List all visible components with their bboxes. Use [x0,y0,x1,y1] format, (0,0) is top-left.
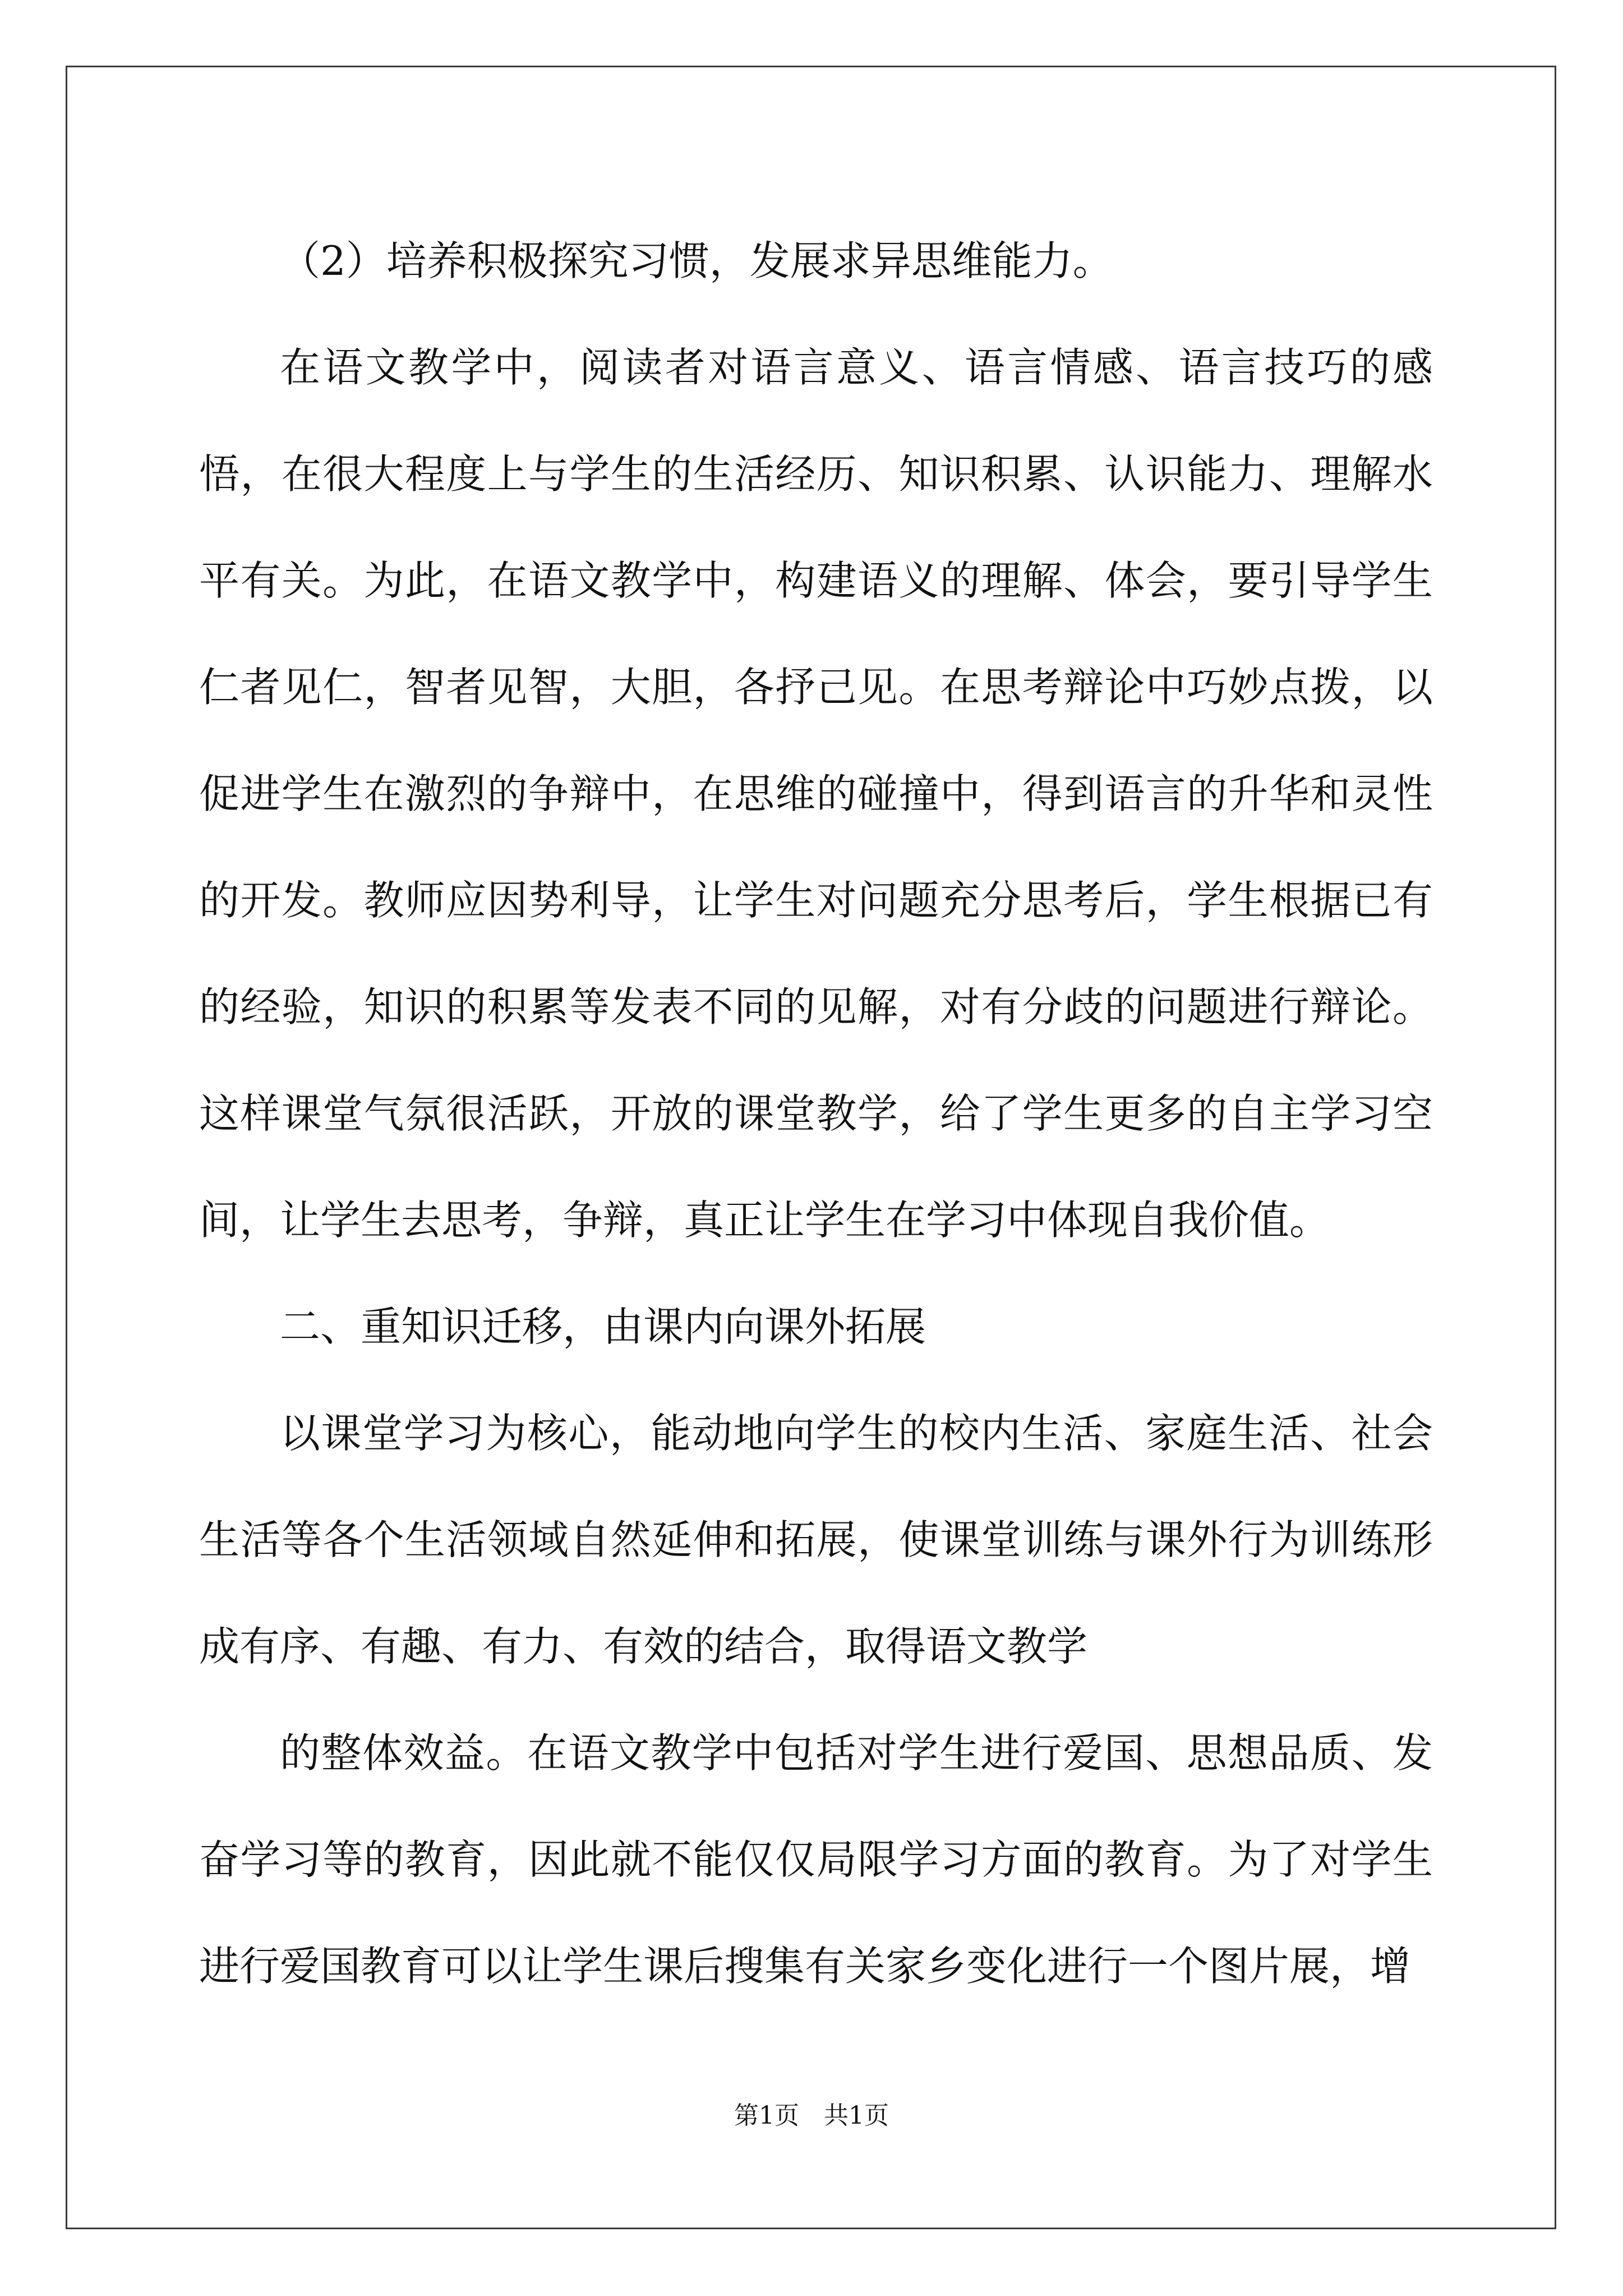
paragraph-subheading-2: （2）培养积极探究习惯，发展求异思维能力。 [280,237,1113,284]
page-number-footer: 第1页 共1页 [734,2101,889,2130]
paragraph-overall-benefit: 的整体效益。在语文教学中包括对学生进行爱国、思想品质、发奋学习等的教育，因此就不能仅仅局限学习方面的教育。为了对学生进行爱国教育可以让学生课后搜集有关家乡变化进行一个图片展，增 [199,1729,1433,1990]
paragraph-reading-comprehension: 在语文教学中，阅读者对语言意义、语言情感、语言技巧的感悟，在很大程度上与学生的生活经历、知识积累、认识能力、理解水平有关。为此，在语文教学中，构建语义的理解、体会，要引导学生仁者见仁，智者见智，大胆，各抒己见。在思考辩论中巧妙点拨，以促进学生在激烈的争辩中，在思维的碰撞中，得到语言的升华和灵性的开发。教师应因势利导，让学生对问题充分思考后，学生根据已有的经验，知识的积累等发表不同的见解，对有分歧的问题进行辩论。这样课堂气氛很活跃，开放的课堂教学，给了学生更多的自主学习空间，让学生去思考，争辩，真正让学生在学习中体现自我价值。 [199,344,1433,1244]
paragraph-section-heading-2: 二、重知识迁移，由课内向课外拓展 [280,1303,926,1350]
paragraph-classroom-extension: 以课堂学习为核心，能动地向学生的校内生活、家庭生活、社会生活等各个生活领域自然延伸和拓展，使课堂训练与课外行为训练形成有序、有趣、有力、有效的结合，取得语文教学 [199,1410,1433,1670]
document-body [199,208,1433,2019]
